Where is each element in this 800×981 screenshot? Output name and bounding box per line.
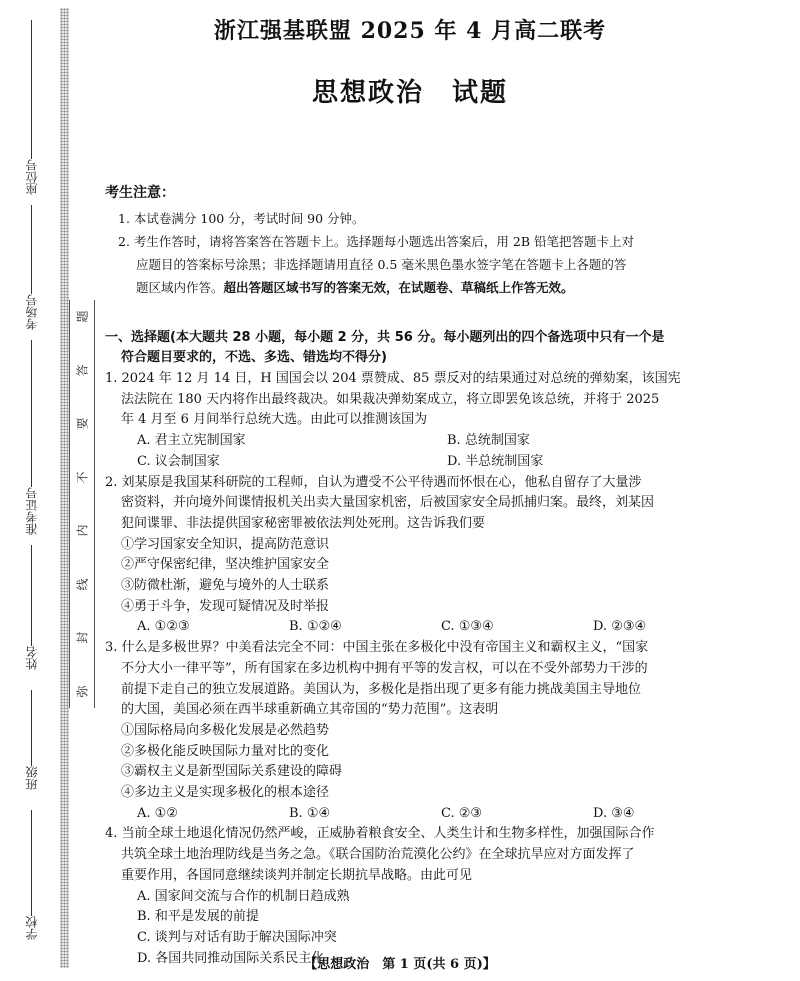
question-1-line-1: 1. 2024 年 12 月 14 日，H 国国会以 204 票赞成、85 票反对的结果通过对总统的弹劾案，该国宪 <box>105 371 681 386</box>
option-a[interactable]: A. 君主立宪制国家 <box>137 433 246 449</box>
statement-1: ①国际格局向多极化发展是必然趋势 <box>121 722 330 738</box>
question-1-options <box>105 431 770 472</box>
question-3-line-4: 的大国，美国必须在西半球重新确立其帝国的“势力范围”。这表明 <box>121 702 499 718</box>
option-b[interactable]: B. ①②④ <box>289 619 342 635</box>
option-c[interactable]: C. ②③ <box>441 805 483 821</box>
seal-char: 线 <box>75 578 90 591</box>
option-a[interactable]: A. 国家间交流与合作的机制日趋成熟 <box>137 888 350 904</box>
question-2-options <box>105 617 770 638</box>
question-1-line-2: 法法院在 180 天内将作出最终裁决。如果裁决弹劾案成立，将立即罢免该总统，并将于 2025 <box>121 391 660 407</box>
option-b[interactable]: B. ①④ <box>289 805 331 821</box>
option-d[interactable]: D. ③④ <box>593 805 635 821</box>
seal-char: 不 <box>75 471 90 484</box>
question-3-options <box>105 804 770 825</box>
question-3-line-1: 3. 什么是多极世界？中美看法完全不同：中国主张在多极化中没有帝国主义和霸权主义，“国家 <box>105 640 649 656</box>
seal-char: 答 <box>75 364 90 377</box>
section-header <box>105 328 765 368</box>
notice-item-2-line-2: 应题目的答案标号涂黑；非选择题请用直径 0.5 毫米黑色墨水签字笔在答题卡上各题的答 <box>136 257 627 272</box>
seat-number-field[interactable] <box>24 20 38 195</box>
school-label: 学校 <box>24 916 39 940</box>
question-3-line-2: 不分大小一律平等”，所有国家在多边机构中拥有平等的发言权，可以在不受外部势力干涉的 <box>121 660 648 676</box>
exam-room-label: 考场号 <box>24 294 39 330</box>
option-c[interactable]: C. 议会制国家 <box>137 453 220 469</box>
school-field[interactable] <box>24 810 38 940</box>
option-c[interactable]: C. 谈判与对话有助于解决国际冲突 <box>137 929 337 945</box>
name-label: 姓名 <box>24 646 39 670</box>
question-3-line-3: 前提下走自己的独立发展道路。美国认为，多极化是指出现了更多有能力挑战美国主导地位 <box>121 681 642 697</box>
seal-char: 弥 <box>75 685 90 698</box>
option-d[interactable]: D. ②③④ <box>593 619 647 635</box>
question-2-line-1: 2. 刘某原是我国某科研院的工程师，自认为遭受不公平待遇而怀恨在心，他私自留存了大量涉 <box>105 474 642 490</box>
seal-char: 要 <box>75 417 90 430</box>
notice-item-2-line-1: 2. 考生作答时，请将答案答在答题卡上。选择题每小题选出答案后，用 2B 铅笔把答题卡上对 <box>118 234 634 249</box>
statement-1: ①学习国家安全知识，提高防范意识 <box>121 536 330 552</box>
admission-number-label: 准考证号 <box>24 487 39 535</box>
statement-4: ④勇于斗争，发现可疑情况及时举报 <box>121 598 330 614</box>
statement-2: ②多极化能反映国际力量对比的变化 <box>121 743 330 759</box>
option-c[interactable]: C. ①③④ <box>441 619 494 635</box>
notice-item-2-text: 题区域内作答。 <box>136 280 224 295</box>
binding-margin <box>0 0 60 981</box>
exam-title: 浙江强基联盟 2025 年 4 月高二联考 <box>213 18 607 44</box>
notice-bold-warning: 超出答题区域书写的答案无效，在试题卷、草稿纸上作答无效。 <box>223 280 574 295</box>
seal-line-notice <box>69 300 95 708</box>
question-4 <box>105 824 770 969</box>
question-list <box>105 369 770 969</box>
exam-room-field[interactable] <box>24 205 38 330</box>
seal-char: 题 <box>75 310 90 323</box>
statement-2: ②严守保密纪律，坚决维护国家安全 <box>121 557 330 573</box>
question-3 <box>105 638 770 824</box>
seal-char: 封 <box>75 631 90 644</box>
question-2 <box>105 473 770 639</box>
notice-item-1: 1. 本试卷满分 100 分，考试时间 90 分钟。 <box>118 211 365 226</box>
question-4-line-3: 重要作用，各国同意继续谈判并制定长期抗旱战略。由此可见 <box>121 867 473 883</box>
notice-block <box>118 207 768 299</box>
option-b[interactable]: B. 总统制国家 <box>447 433 530 449</box>
option-a[interactable]: A. ①②③ <box>137 619 190 635</box>
class-label: 班级 <box>24 766 39 790</box>
seat-number-label: 座位号 <box>24 159 39 195</box>
page-footer: 【思想政治 第 1 页(共 6 页)】 <box>304 957 496 972</box>
option-b[interactable]: B. 和平是发展的前提 <box>137 909 259 925</box>
section-line-2: 符合题目要求的，不选、多选、错选均不得分) <box>121 350 387 365</box>
option-a[interactable]: A. ①② <box>137 805 178 821</box>
question-2-line-2: 密资料，并向境外间谍情报机关出卖大量国家机密，后被国家安全局抓捕归案。最终，刘某因 <box>121 495 655 511</box>
class-field[interactable] <box>24 690 38 790</box>
option-d[interactable]: D. 半总统制国家 <box>447 453 544 469</box>
option-d[interactable]: D. 各国共同推动国际关系民主化 <box>137 950 325 966</box>
question-2-line-3: 犯间谍罪、非法提供国家秘密罪被依法判处死刑。这告诉我们要 <box>121 515 486 531</box>
notice-item-2-line-3 <box>118 276 768 299</box>
section-line-1: 一、选择题(本大题共 28 小题，每小题 2 分，共 56 分。每小题列出的四个备选项中只有一个是 <box>105 330 665 345</box>
statement-3: ③防微杜渐，避免与境外的人士联系 <box>121 578 330 594</box>
question-4-line-2: 共筑全球土地治理防线是当务之急。《联合国防治荒漠化公约》在全球抗旱应对方面发挥了 <box>121 847 635 863</box>
question-1-line-3: 年 4 月至 6 月间举行总统大选。由此可以推测该国为 <box>121 412 428 428</box>
admission-number-field[interactable] <box>24 340 38 535</box>
question-1 <box>105 369 770 473</box>
statement-3: ③霸权主义是新型国际关系建设的障碍 <box>121 764 343 780</box>
binding-strip <box>60 8 69 968</box>
statement-4: ④多边主义是实现多极化的根本途径 <box>121 785 330 801</box>
subject-title: 思想政治 试题 <box>311 78 508 108</box>
notice-title: 考生注意： <box>105 185 175 201</box>
name-field[interactable] <box>24 545 38 670</box>
question-4-line-1: 4. 当前全球土地退化情况仍然严峻，正威胁着粮食安全、人类生计和生物多样性，加强国际合作 <box>105 826 655 842</box>
seal-char: 内 <box>75 524 90 537</box>
